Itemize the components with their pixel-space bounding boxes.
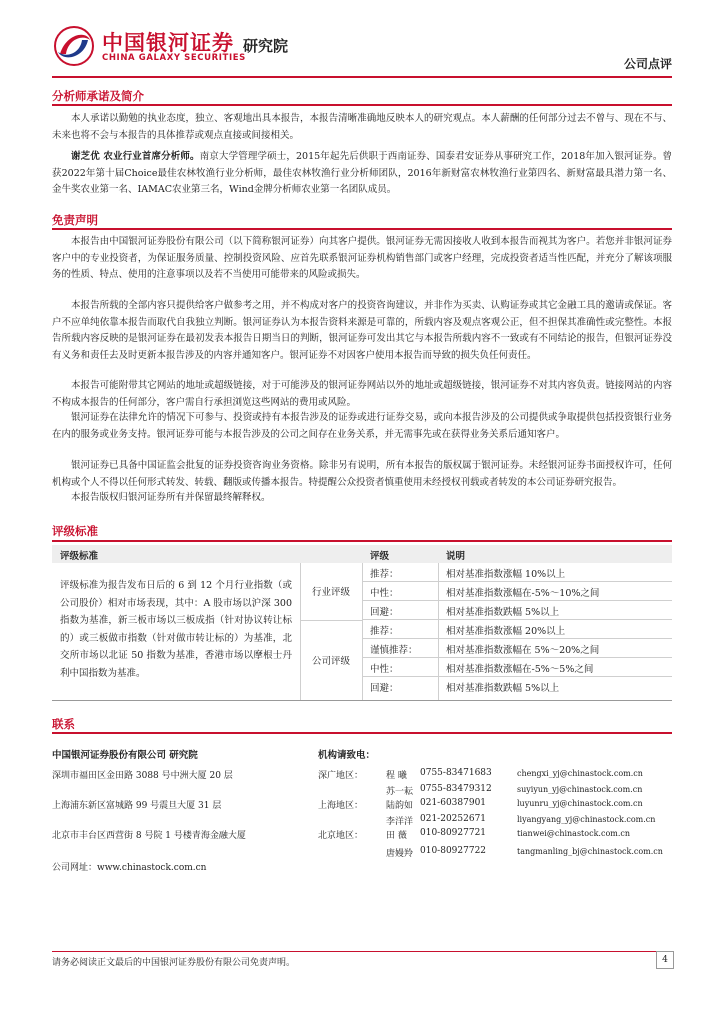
- contact-region-label: 深广地区：: [318, 771, 364, 781]
- contact-email[interactable]: tangmanling_bj@chinastock.com.cn: [517, 847, 663, 856]
- rating-group-industry: 行业评级: [311, 587, 350, 598]
- contact-phone: 021-60387901: [420, 798, 487, 808]
- rating-level: 推荐：: [370, 569, 399, 580]
- report-type-label: 公司点评: [623, 57, 672, 71]
- contact-region-label: 北京地区：: [318, 831, 364, 841]
- rating-table-header: [52, 545, 672, 563]
- rating-col-divider: [300, 563, 301, 700]
- contact-section-divider: [52, 732, 672, 734]
- rating-level: 回避：: [370, 683, 399, 694]
- contact-phone: 0755-83479312: [420, 784, 492, 794]
- rating-level: 中性：: [370, 588, 399, 599]
- analyst-section-divider: [52, 104, 672, 106]
- contact-email[interactable]: tianwei@chinastock.com.cn: [517, 829, 631, 838]
- rating-row: [362, 677, 672, 695]
- contact-person-name: 李洋洋: [386, 817, 414, 827]
- contact-section-title: 联系: [52, 717, 75, 731]
- rating-level: 推荐：: [370, 626, 399, 637]
- contact-phone: 010-80927721: [420, 828, 487, 838]
- contact-email[interactable]: suyiyun_yj@chinastock.com.cn: [517, 785, 643, 794]
- analyst-bio: [52, 149, 672, 199]
- galaxy-logo-icon: [52, 24, 96, 68]
- disclaimer-section-title: 免责声明: [52, 213, 98, 227]
- rating-group-divider: [300, 620, 362, 621]
- contact-person-name: 苏一耘: [386, 787, 414, 797]
- rating-header-level: 评级: [370, 551, 390, 562]
- contact-person-name: 程 曦: [386, 771, 407, 781]
- contact-email[interactable]: chengxi_yj@chinastock.com.cn: [517, 769, 643, 778]
- rating-row: [362, 563, 672, 582]
- company-website: 公司网址：www.chinastock.com.cn: [52, 863, 207, 873]
- rating-desc: 相对基准指数跌幅 5%以上: [446, 607, 560, 618]
- analyst-section-title: 分析师承诺及简介: [52, 89, 144, 103]
- rating-row: [362, 620, 672, 639]
- contact-company-name: 中国银河证券股份有限公司 研究院: [52, 750, 198, 761]
- rating-desc: 相对基准指数涨幅 10%以上: [446, 569, 566, 580]
- contact-person-name: 唐嫚羚: [386, 849, 414, 859]
- rating-section-divider: [52, 540, 672, 542]
- contact-address-shanghai: 上海浦东新区富城路 99 号震旦大厦 31 层: [52, 801, 222, 811]
- rating-row: [362, 639, 672, 658]
- rating-level: 中性：: [370, 664, 399, 675]
- disclaimer-paragraph: 本报告由中国银河证券股份有限公司（以下简称银河证券）向其客户提供。银河证券无需因接收人收到本报告而视其为客户。若您并非银河证券客户中的专业投资者，为保证服务质量、控制投资风险、应首先联系银河证券机构销售部门或客户经理，完成投资者适当性匹配，并充分了解该项服务的性质、特点、使用的注意事项以及若不当使用可能带来的风险或损失。: [52, 236, 672, 280]
- rating-row: [362, 601, 672, 620]
- rating-section-title: 评级标准: [52, 524, 98, 538]
- contact-person-name: 陆韵如: [386, 801, 414, 811]
- rating-header-standard: 评级标准: [60, 551, 99, 562]
- rating-desc: 相对基准指数涨幅在-5%～10%之间: [446, 588, 600, 599]
- brand-name-cn: 中国银河证券: [102, 31, 234, 55]
- contact-email[interactable]: luyunru_yj@chinastock.com.cn: [517, 799, 643, 808]
- contact-person-name: 田 薇: [386, 831, 407, 841]
- disclaimer-paragraph: 本报告可能附带其它网站的地址或超级链接，对于可能涉及的银河证券网站以外的地址或超级链接，银河证券不对其内容负责。链接网站的内容不构成本报告的任何部分，客户需自行承担浏览这些网站的费用或风险。: [52, 380, 672, 408]
- rating-desc: 相对基准指数跌幅 5%以上: [446, 683, 560, 694]
- contact-phone: 0755-83471683: [420, 768, 492, 778]
- rating-desc: 相对基准指数涨幅在 5%～20%之间: [446, 645, 600, 656]
- disclaimer-section-divider: [52, 228, 672, 230]
- rating-row: [362, 658, 672, 677]
- brand-name-en: CHINA GALAXY SECURITIES: [102, 53, 246, 63]
- disclaimer-paragraph: 本报告版权归银河证券所有并保留最终解释权。: [71, 492, 271, 503]
- rating-header-desc: 说明: [446, 551, 466, 562]
- rating-level: 回避：: [370, 607, 399, 618]
- analyst-name: 谢芝优 农业行业首席分析师。: [71, 151, 200, 162]
- analyst-bio-text: 南京大学管理学硕士，2015年起先后供职于西南证券、国泰君安证券从事研究工作，2018年加入银河证券。曾获2022年第十届Choice最佳农林牧渔行业分析师，最佳农林牧渔行业分析师团队，2016年新财富农林牧渔行业第四名、新财富最具潜力第一名、金牛奖农业第一名、IAMAC农业第三名，Wind金牌分析师农业第一名团队成员。: [52, 151, 672, 195]
- footer-disclaimer-notice: 请务必阅读正文最后的中国银河证券股份有限公司免责声明。: [52, 958, 296, 968]
- disclaimer-paragraph: 本报告所载的全部内容只提供给客户做参考之用，并不构成对客户的投资咨询建议，并非作为买卖、认购证券或其它金融工具的邀请或保证。客户不应单纯依靠本报告而取代自我独立判断。银河证券认为本报告资料来源是可靠的，所载内容及观点客观公正，但不担保其准确性或完整性。本报告所载内容反映的是银河证券在最初发表本报告日期当日的判断，银河证券可发出其它与本报告所载内容不一致或有不同结论的报告，但银河证券没有义务和责任去及时更新本报告涉及的内容并通知客户。银河证券不对因客户使用本报告而导致的损失负任何责任。: [52, 300, 672, 361]
- rating-desc: 相对基准指数涨幅 20%以上: [446, 626, 566, 637]
- rating-row: [362, 582, 672, 601]
- rating-desc: 相对基准指数涨幅在-5%～5%之间: [446, 664, 594, 675]
- footer-divider: [52, 951, 672, 952]
- header-divider: [52, 76, 672, 78]
- contact-address-beijing: 北京市丰台区西营街 8 号院 1 号楼青海金融大厦: [52, 831, 246, 841]
- disclaimer-paragraph: 银河证券在法律允许的情况下可参与、投资或持有本报告涉及的证券或进行证券交易，或向本报告涉及的公司提供或争取提供包括投资银行业务在内的服务或业务支持。银河证券可能与本报告涉及的公司之间存在业务关系，并无需事先或在获得业务关系后通知客户。: [52, 412, 672, 440]
- contact-address-shenzhen: 深圳市福田区金田路 3088 号中洲大厦 20 层: [52, 771, 233, 781]
- contact-email[interactable]: liyangyang_yj@chinastock.com.cn: [517, 815, 656, 824]
- rating-level: 谨慎推荐：: [370, 645, 418, 656]
- rating-table-bottom-rule: [52, 700, 672, 701]
- rating-standard-description: 评级标准为报告发布日后的 6 到 12 个月行业指数（或公司股价）相对市场表现，其中：A 股市场以沪深 300 指数为基准，新三板市场以三板成指（针对协议转让标的）或三板做市指数（针对做市转让标的）为基准，北交所市场以北证 50 指数为基准，香港市场以摩根士丹利中国指数为基准。: [60, 580, 292, 679]
- page-number: 4: [656, 951, 674, 969]
- disclaimer-paragraph: 银河证券已具备中国证监会批复的证券投资咨询业务资格。除非另有说明，所有本报告的版权属于银河证券。未经银河证券书面授权许可，任何机构或个人不得以任何形式转发、转载、翻版或传播本报告。特提醒公众投资者慎重使用未经授权刊载或者转发的本公司证券研究报告。: [52, 460, 672, 488]
- contact-institutional-title: 机构请致电：: [318, 750, 376, 761]
- analyst-commitment: 本人承诺以勤勉的执业态度，独立、客观地出具本报告，本报告清晰准确地反映本人的研究观点。本人薪酬的任何部分过去不曾与、现在不与、未来也将不会与本报告的具体推荐或观点直接或间接相关。: [52, 113, 672, 141]
- contact-phone: 010-80927722: [420, 846, 487, 856]
- contact-region-label: 上海地区：: [318, 801, 364, 811]
- contact-phone: 021-20252671: [420, 814, 487, 824]
- institute-label: 研究院: [243, 37, 289, 55]
- rating-group-company: 公司评级: [311, 656, 350, 667]
